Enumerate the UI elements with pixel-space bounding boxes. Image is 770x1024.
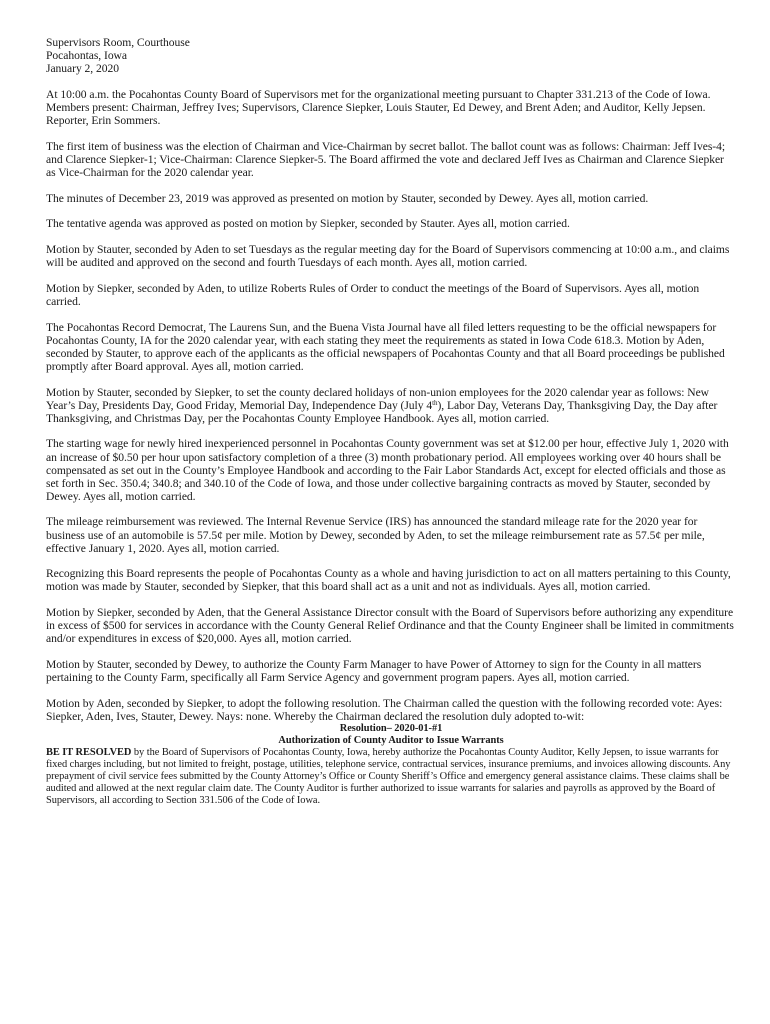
document-header (46, 36, 736, 75)
resolution-title: Authorization of County Auditor to Issue Warrants (278, 734, 504, 746)
paragraph-board-unit: Recognizing this Board represents the people of Pocahontas County as a whole and having jurisdiction to act on all matters pertaining to this County, motion was made by Stauter, seconded by Siepker, that this board shall act as a unit and not as individuals. Ayes all, motion carried. (46, 567, 731, 594)
paragraph-starting-wage: The starting wage for newly hired inexperienced personnel in Pocahontas County government was set at $12.00 per hour, effective July 1, 2020 with an increase of $0.50 per hour upon satisfactory completion of a three (3) month probationary period. All employees working over 40 hours shall be compensated as set out in the County’s Employee Handbook and according to the Fair Labor Standards Act, except for elected officials and those as set forth in Sec. 350.4; 340.8; and 340.10 of the Code of Iowa, and those under collective bargaining contracts as moved by Stauter, seconded by Dewey. Ayes all, motion carried. (46, 437, 729, 503)
paragraph-rules-of-order: Motion by Siepker, seconded by Aden, to utilize Roberts Rules of Order to conduct the meetings of the Board of Supervisors. Ayes all, motion carried. (46, 281, 700, 308)
paragraph-resolution-motion: Motion by Aden, seconded by Siepker, to adopt the following resolution. The Chairman called the question with the following recorded vote: Ayes: Siepker, Aden, Ives, Stauter, Dewey. Nays: none. Whereby the Chairman declared the resolution duly adopted to-wit: (46, 696, 723, 723)
paragraph-agenda: The tentative agenda was approved as posted on motion by Siepker, seconded by Stauter. Ayes all, motion carried. (46, 217, 570, 231)
paragraph-farm-manager: Motion by Stauter, seconded by Dewey, to authorize the County Farm Manager to have Power of Attorney to sign for the County in all matters pertaining to the County Farm, specifically all Farm Service Agency and government program papers. Ayes all, motion carried. (46, 658, 702, 685)
header-city: Pocahontas, Iowa (46, 49, 127, 63)
resolution-lead: BE IT RESOLVED (46, 746, 132, 758)
holidays-superscript: th (432, 398, 438, 407)
resolution-text: by the Board of Supervisors of Pocahontas County, Iowa, hereby authorize the Pocahontas County Auditor, Kelly Jepsen, to issue warrants for fixed charges including, but not limited to freight, postage, utilities, telephone service, contractual services, insurance premiums, and invoices allowing discounts. Any prepayment of civil service fees submitted by the County Attorney’s Office or County Sheriff’s Office and emergency general assistance claims. These claims shall be audited and allowed at the next regular claim date. The County Auditor is further authorized to issue warrants for salaries and payrolls as approved by the Board of Supervisors, all according to Section 331.506 of the Code of Iowa. (46, 746, 731, 806)
header-location: Supervisors Room, Courthouse (46, 36, 190, 49)
holidays-text-after: ), Labor Day, Veterans Day, Thanksgiving Day, the Day after Thanksgiving, and Christmas Day, per the Pocahontas County Employee Handbook. Ayes all, motion carried. (46, 398, 718, 425)
holidays-text-before: Motion by Stauter, seconded by Siepker, to set the county declared holidays of non-union employees for the 2020 calendar year as follows: New Year’s Day, Presidents Day, Good Friday, Memorial Day, Independence Day (July 4 (46, 385, 709, 412)
resolution-block (46, 723, 736, 807)
header-date: January 2, 2020 (46, 62, 119, 76)
paragraph-general-assistance: Motion by Siepker, seconded by Aden, that the General Assistance Director consult with the Board of Supervisors before authorizing any expenditure in excess of $500 for services in accordance with the County General Relief Ordinance and that the County Engineer shall be limited in commitments and/or expenditures in excess of $20,000. Ayes all, motion carried. (46, 606, 734, 646)
paragraph-mileage: The mileage reimbursement was reviewed. The Internal Revenue Service (IRS) has announced the standard mileage rate for the 2020 year for business use of an automobile is 57.5¢ per mile. Motion by Dewey, seconded by Aden, to set the mileage reimbursement rate as 57.5¢ per mile, effective January 1, 2020. Ayes all, motion carried. (46, 515, 705, 555)
paragraph-election: The first item of business was the election of Chairman and Vice-Chairman by secret ballot. The ballot count was as follows: Chairman: Jeff Ives-4; and Clarence Siepker-1; Vice-Chairman: Clarence Siepker-5. The Board affirmed the vote and declared Jeff Ives as Chairman and Clarence Siepker as Vice-Chairman for the 2020 calendar year. (46, 139, 726, 179)
paragraph-holidays (46, 386, 736, 425)
resolution-body (46, 747, 736, 807)
document-page (46, 36, 736, 807)
paragraph-minutes: The minutes of December 23, 2019 was approved as presented on motion by Stauter, seconded by Dewey. Ayes all, motion carried. (46, 191, 649, 205)
paragraph-newspapers: The Pocahontas Record Democrat, The Laurens Sun, and the Buena Vista Journal have all filed letters requesting to be the official newspapers for Pocahontas County, IA for the 2020 calendar year, with each stating they meet the requirements as stated in Iowa Code 618.3. Motion by Aden, seconded by Stauter, to approve each of the applicants as the official newspapers of Pocahontas County and that all Board proceedings be published promptly after Board approval. Ayes all, motion carried. (46, 320, 725, 373)
paragraph-opening: At 10:00 a.m. the Pocahontas County Board of Supervisors met for the organizational meeting pursuant to Chapter 331.213 of the Code of Iowa. Members present: Chairman, Jeffrey Ives; Supervisors, Clarence Siepker, Louis Stauter, Ed Dewey, and Brent Aden; and Auditor, Kelly Jepsen. Reporter, Erin Sommers. (46, 87, 711, 128)
resolution-number: Resolution– 2020-01-#1 (339, 722, 443, 734)
paragraph-meeting-day: Motion by Stauter, seconded by Aden to set Tuesdays as the regular meeting day for the Board of Supervisors commencing at 10:00 a.m., and claims will be audited and approved on the second and fourth Tuesdays of each month. Ayes all, motion carried. (46, 243, 730, 270)
